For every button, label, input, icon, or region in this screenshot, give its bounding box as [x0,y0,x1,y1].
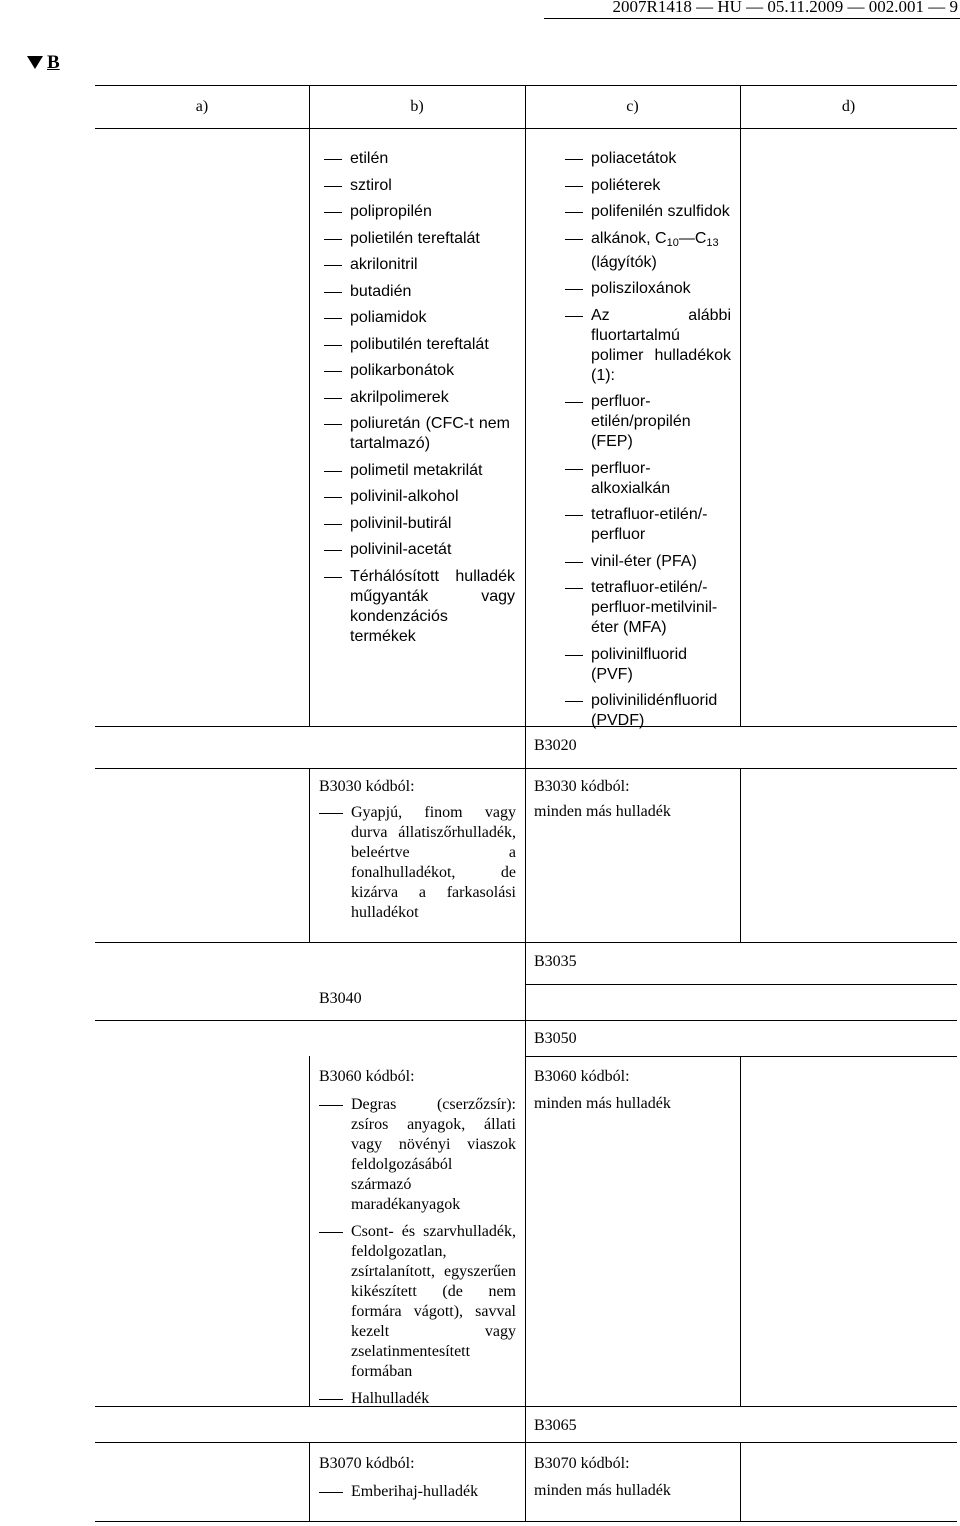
triangle-down-icon [27,56,43,69]
list-item: alkánok, $C_{10}—C_{13}$ (lágyítók) [565,229,731,273]
list-item: polifenilén szulfidok [565,202,731,222]
list-item: poliacetátok [565,149,731,169]
list-item: polietilén tereftalát [324,229,515,249]
code-b3040: B3040 [319,990,362,1007]
list-item: akrilonitril [324,255,515,275]
code-b3035: B3035 [534,953,577,970]
row-line [95,726,957,727]
list-item: polikarbonátok [324,361,515,381]
column-header-b: b) [410,98,424,115]
b3030-c-heading: B3030 kódból: [534,778,630,795]
column-header-c: c) [626,98,639,115]
b3060-c-heading: B3060 kódból: [534,1068,630,1085]
list-item: polivinil-acetát [324,540,515,560]
b3030-c-text: minden más hulladék [534,803,671,820]
list-item: Emberihaj-hulladék [319,1482,516,1502]
header-row-line [95,128,957,129]
list-item: polivinilidénfluorid (PVDF) [565,691,731,731]
header-text: 2007R1418 — HU — 05.11.2009 — 002.001 — 9 [612,0,958,16]
b3070-b-list [319,1482,516,1502]
b3060-b-list [319,1095,516,1409]
list-item: poliuretán (CFC-t nem tartalmazó) [324,414,510,454]
list-item: polipropilén [324,202,515,222]
row-line [95,768,957,769]
code-b3020: B3020 [534,737,577,754]
c-column-list [565,149,731,731]
b3030-b-list [319,803,516,923]
b3070-b-heading: B3070 kódból: [319,1455,415,1472]
col-divider [309,768,310,942]
section-marker [27,52,60,74]
list-item: Degras (cserzőzsír): zsíros anyagok, állati vagy növényi viaszok feldolgozásából származó maradékanyagok [319,1095,516,1215]
row-line [95,1020,957,1021]
row-line [526,984,957,985]
b3070-c-heading: B3070 kódból: [534,1455,630,1472]
col-divider [740,768,741,942]
list-item: vinil-éter (PFA) [565,552,731,572]
list-item: polisziloxánok [565,279,731,299]
list-item: sztirol [324,176,515,196]
code-b3065: B3065 [534,1417,577,1434]
list-item: Halhulladék [319,1389,516,1409]
list-item: butadién [324,282,515,302]
code-b3050: B3050 [534,1030,577,1047]
list-item: Csont- és szarvhulladék, feldolgozatlan, zsírtalanított, egyszerűen kikészített (de nem formára vágott), savval kezelt vagy zselatinmentesített formában [319,1222,516,1382]
row-line [95,1406,957,1407]
list-item: poliamidok [324,308,515,328]
list-item: Gyapjú, finom vagy durva állatiszőrhulladék, beleértve a fonalhulladékot, de kizárva a farkasolási hulladékot [319,803,516,923]
list-item: etilén [324,149,515,169]
list-item: Térhálósított hulladék műgyanták vagy kondenzációs termékek [324,567,515,647]
list-item: perfluor-etilén/propilén (FEP) [565,392,731,452]
col-divider [740,85,741,726]
list-item: poliéterek [565,176,731,196]
header-rule [544,18,960,19]
row-line [95,1442,957,1443]
b3070-c-text: minden más hulladék [534,1482,671,1499]
row-line [526,1056,957,1057]
table-bottom-line [95,1521,957,1522]
list-item: perfluor-alkoxialkán [565,459,721,499]
list-item: tetrafluor-etilén/-perfluor-metilvinil-éter (MFA) [565,578,731,638]
list-item: polivinil-butirál [324,514,515,534]
section-marker-label: B [47,52,60,73]
col-divider [309,85,310,726]
list-item: tetrafluor-etilén/-perfluor [565,505,741,545]
col-divider [309,1056,310,1406]
page-header [0,0,960,20]
b3030-b-heading: B3030 kódból: [319,778,415,795]
column-header-a: a) [195,98,209,115]
col-divider [309,1442,310,1521]
b3060-b-heading: B3060 kódból: [319,1068,415,1085]
list-item: polibutilén tereftalát [324,335,490,355]
column-header-d: d) [841,98,856,115]
row-line [95,942,957,943]
col-divider [740,1442,741,1521]
table-top-line [95,85,957,86]
col-divider [740,1056,741,1406]
list-item: polivinilfluorid (PVF) [565,645,731,685]
list-item: akrilpolimerek [324,388,515,408]
list-item: polivinil-alkohol [324,487,515,507]
list-item: polimetil metakrilát [324,461,515,481]
col-divider [525,85,526,1521]
b3060-c-text: minden más hulladék [534,1095,671,1112]
list-item: Az alábbi fluortartalmú polimer hulladékok (1): [565,306,731,386]
